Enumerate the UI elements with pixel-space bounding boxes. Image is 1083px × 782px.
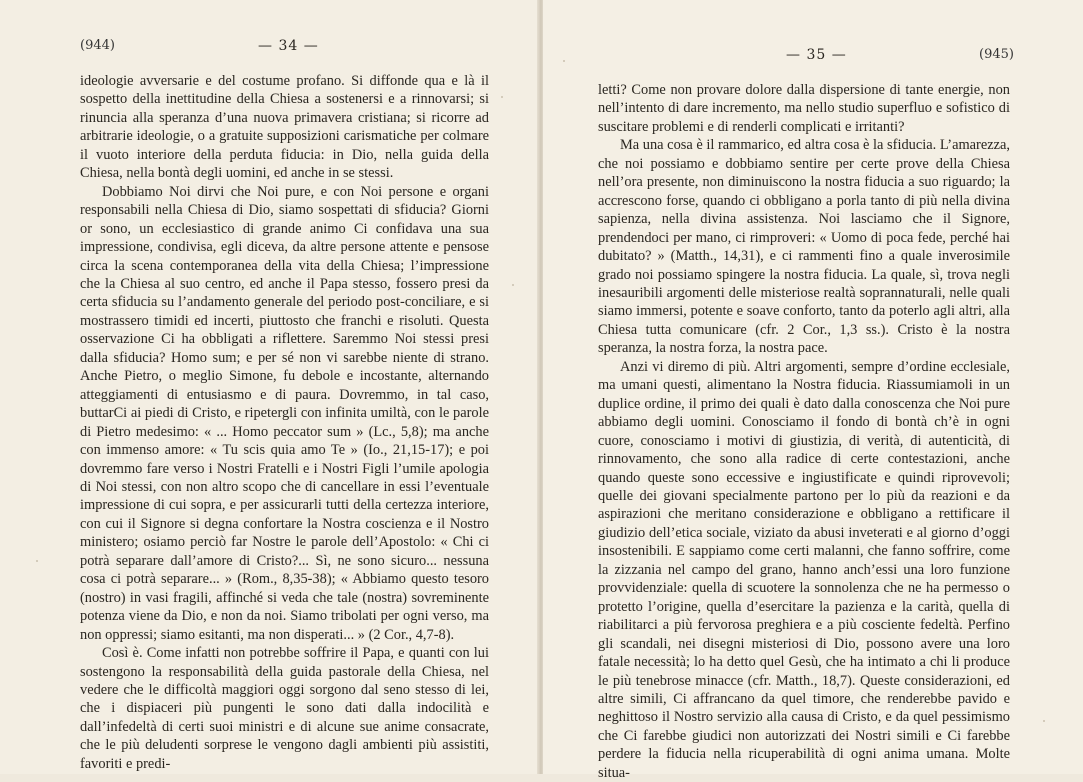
paper-speck — [563, 60, 565, 62]
right-page — [543, 0, 1083, 781]
paragraph: Anzi vi diremo di più. Altri argomenti, sempre d’ordine ecclesiale, ma umani questi, alimentano la Nostra fiducia. Riassumiamoli in un duplice ordine, il primo dei quali è dato dalla conoscenza che Noi pure abbiamo degli uomini. Conosciamo il fondo di bontà ch’è in ogni cuore, conosciamo i motivi di giustizia, di verità, di autenticità, di rinnovamento, che sono alla radice di certe contestazioni, anche quando queste sono eccessive e ingiustificate e quindi riprovevoli; quelle dei giovani specialmente partono per lo più da reazioni e da aspirazioni che meritano considerazione e obbligano a rettificare il giudizio dell’etica sociale, viziato da abusi inveterati e al giorno d’oggi insostenibili. E sappiamo come certi malanni, che fanno soffrire, come la zizzania nel campo del grano, hanno anch’essi una loro funzione provvidenziale: quella di scuotere la sonnolenza che ne ha permesso o protetto l’origine, quella d’esercitare la pazienza e la carità, quella di riabilitarci a più fervorosa preghiera e a più cosciente fedeltà. Perfino gli scandali, nei disegni misteriosi di Dio, possono avere una loro fatale necessità; lo ha detto quel Gesù, che ha intimato a chi li produce le più tenebrose minacce (cfr. Matth., 18,7). Queste considerazioni, ed altre simili, Ci affrancano da quel timore, che renderebbe pavido e neghittoso il Nostro servizio alla causa di Cristo, e da quel pessimismo che Ci farebbe giudici non autorizzati dei Nostri simili e Ci farebbe perdere la fiducia nella ricuperabilità di ogni anima umana. Molte situa- — [598, 358, 1010, 781]
paragraph: Dobbiamo Noi dirvi che Noi pure, e con Noi persone e organi responsabili nella Chiesa di Dio, siamo sospettati di sfiducia? Giorni or sono, un ecclesiastico di grande animo Ci confidava una sua impressione, condivisa, egli diceva, da altre persone attente e pensose circa la scena contemporanea della vita della Chiesa; l’impressione che la Chiesa al suo centro, ed anche il Papa stesso, fossero presi da certa sfiducia su l’andamento generale del periodo post-conciliare, e si mostrassero timidi ed incerti, piuttosto che franchi e risoluti. Questa osservazione Ci ha obbligati a riflettere. Saremmo Noi stessi presi dalla sfiducia? Homo sum; e per sé non vi sarebbe niente di strano. Anche Pietro, o meglio Simone, fu debole e incostante, alternando atteggiamenti di entusiasmo e di paura. Dovremmo, in tal caso, buttarCi ai piedi di Cristo, e ripetergli con infinita umiltà, con le parole di Pietro medesimo: « ... Homo peccator sum » (Lc., 5,8); ma anche con immenso amore: « Tu scis quia amo Te » (Io., 21,15-17); e poi dovremmo fare verso i Nostri Fratelli e i Nostri Figli l’umile apologia di Noi stessi, con non altro scopo che di cancellare in essi l’eventuale impressione di cui sopra, e per assicurarli tutti della certezza interiore, con cui il Signore si degna confortare la Nostra coscienza e il Nostro ministero; osiamo perciò far Nostre le parole dell’Apostolo: « Chi ci potrà separare dall’amore di Cristo?... Sì, ne sono sicuro... nessuna cosa ci potrà separare... » (Rom., 8,35-38); « Abbiamo questo tesoro (nostro) in vasi fragili, affinché si veda che tale (nostra) sovreminente potenza viene da Dio, e non da noi. Siamo tribolati per ogni verso, ma non oppressi; siamo esitanti, ma non disperati... » (2 Cor., 4,7-8). — [80, 183, 489, 643]
left-page-body — [80, 72, 489, 773]
paragraph: ideologie avversarie e del costume profano. Si diffonde qua e là il sospetto della inettitudine della Chiesa a sostenersi e a rinnovarsi; si rinuncia alla speranza d’una nuova primavera cristiana; si ricorre ad arbitrarie ideologie, o a gratuite supposizioni carismatiche per colmare il vuoto interiore della perduta fiducia: in Dio, nella guida della Chiesa, nella bontà degli uomini, ed anche in se stessi. — [80, 73, 489, 182]
left-page-marker: (944) — [80, 38, 115, 53]
right-page-marker: (945) — [979, 47, 1014, 62]
left-page — [0, 0, 540, 774]
paragraph: Ma una cosa è il rammarico, ed altra cosa è la sfiducia. L’amarezza, che noi possiamo e dobbiamo sentire per certe prove della Chiesa nell’ora presente, non diminuiscono la nostra fiducia a suo riguardo; la accrescono forse, quando ci obbligano a porla tanto di più nella divina sapienza, nella divina assistenza. Noi lasciamo che il Signore, prendendoci per mano, ci rimproveri: « Uomo di poca fede, perché hai dubitato? » (Matth., 14,31), e ci rammenti fino a quale inverosimile grado noi possiamo spingere la nostra fiducia. La quale, sì, trova negli inesauribili argomenti delle misteriose realtà soprannaturali, nelle quali siamo immersi, potente e soave conforto, tanto da poterlo agli altri, alla Chiesa tutta comunicare (cfr. 2 Cor., 1,3 ss.). Cristo è la nostra speranza, la nostra forza, la nostra pace. — [598, 137, 1010, 357]
paper-speck — [36, 560, 38, 562]
paragraph: letti? Come non provare dolore dalla dispersione di tante energie, non nell’intento di dare incremento, ma nello studio superfluo e sofistico di suscitare problemi e di renderli complicati e irritanti? — [598, 82, 1010, 135]
paper-speck — [1043, 720, 1045, 722]
paper-speck — [501, 96, 503, 98]
paragraph: Così è. Come infatti non potrebbe soffrire il Papa, e quanti con lui sostengono la responsabilità della guida pastorale della Chiesa, nel vedere che le difficoltà maggiori oggi sorgono dal seno stesso di lei, che i dispiaceri più pungenti le sono dati dalla indocilità e dall’infedeltà di certi suoi ministri e di alcune sue anime consacrate, che le più deludenti sorprese le vengono dagli ambienti più assistiti, favoriti e predi- — [80, 645, 489, 772]
paper-speck — [512, 284, 514, 286]
right-page-number: — 35 — — [786, 47, 847, 63]
right-page-body — [598, 81, 1010, 782]
left-page-number: — 34 — — [258, 38, 319, 54]
